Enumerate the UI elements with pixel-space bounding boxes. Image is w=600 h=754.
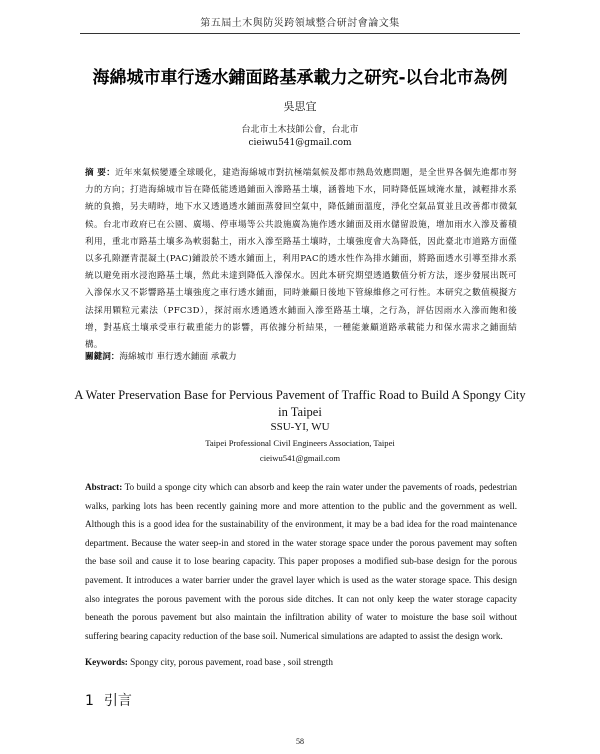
running-header: 第五屆土木與防災跨領域整合研討會論文集 — [200, 18, 400, 29]
chinese-abstract-text: 近年來氣候變遷全球暖化，建造海綿城市對抗極端氣候及都市熱島效應問題，是全世界各個先進都市努力的方向；打造海綿城市旨在降低能透過鋪面入滲路基土壤，涵養地下水，同時降低區域淹水量，減輕排水系統的負擔，另夫晴時，地下水又透過透水鋪面蒸發回空氣中，降低鋪面溫度，淨化空氣品質並且改善都市微氣候。台北市政府已在公園、廣場、停車場等公共設施廣為施作透水鋪面及雨水儲留設施，增加雨水入滲及蓄積利用，重北市路基土壤多為軟弱黏土，雨水入滲至路基土壤時，土壤強度會大為降低，因此臺北市道路方面僅以多孔隙瀝青混凝土(PAC)鋪設於不透水鋪面上，利用PAC的透水性作為排水鋪面，將路面透水引導至排水系統以避免雨水浸泡路基土壤，然此未達到降低入滲保水。因此本研究期望透過數值分析方法，逐步發展出既可入滲保水又不影響路基土壤強度之車行透水鋪面，同時兼顧日後地下管線維修之可行性。本研究之數值模擬方法採用顆粒元素法（PFC3D），探討雨水透過透水鋪面入滲至路基土壤，之行為，評估因雨水入滲而飽和後增，對基底土壤承受車行載重能力的影響，再依據分析結果，一種能兼顧道路承載能力和保水需求之鋪面結構。 — [85, 168, 517, 351]
english-keywords — [85, 657, 517, 667]
chinese-author: 吳思宜 — [283, 100, 317, 113]
section-heading — [85, 690, 132, 710]
header-rule — [80, 33, 520, 34]
english-keywords-label: Keywords: — [85, 657, 128, 667]
english-email: cieiwu541@gmail.com — [259, 453, 341, 463]
english-title: A Water Preservation Base for Pervious Pavement of Traffic Road to Build A Spongy City in Taipei — [74, 388, 526, 419]
section-number: 1 — [85, 693, 94, 709]
section-title: 引言 — [103, 693, 132, 709]
chinese-email: cieiwu541@gmail.com — [248, 138, 352, 148]
english-keywords-text: Spongy city, porous pavement, road base , soil strength — [130, 657, 333, 667]
page-number: 58 — [296, 737, 304, 746]
english-abstract-text: To build a sponge city which can absorb and keep the rain water under the pavements of roads, pedestrian walks, parking lots has been recently gaining more and more attention to the public and the government as well. Although this is a good idea for the sustainability of the environment, it may be a bad idea for the road maintenance department. Because the water seep-in and stored in the water storage space under the porous pavement may soften the base soil and cause it to lose bearing capacity. This paper proposes a modified sub-base design for the porous pavement. It introduces a water barrier under the gravel layer which is used as the water storage space. This design also integrates the porous pavement with the porous side ditches. It can not only keep the water storage capacity beneath the porous pavement but also maintain the infiltration ability of water to moisture the base soil without suffering bearing capacity reduction of the base soil. Numerical simulations are adapted to assist the design work. — [85, 482, 517, 641]
english-abstract-label: Abstract: — [85, 482, 123, 492]
chinese-title: 海綿城市車行透水鋪面路基承載力之研究-以台北市為例 — [92, 68, 508, 88]
chinese-keywords-text: 海綿城市 車行透水鋪面 承載力 — [119, 352, 237, 362]
english-abstract — [85, 478, 517, 645]
chinese-keywords — [85, 350, 517, 362]
english-author: SSU-YI, WU — [270, 421, 330, 433]
chinese-keywords-label: 關鍵詞： — [85, 352, 120, 362]
english-affiliation: Taipei Professional Civil Engineers Association, Taipei — [205, 438, 395, 448]
chinese-affiliation: 台北市土木技師公會，台北市 — [241, 125, 359, 135]
chinese-abstract — [85, 165, 517, 354]
chinese-abstract-label: 摘 要： — [85, 168, 116, 178]
